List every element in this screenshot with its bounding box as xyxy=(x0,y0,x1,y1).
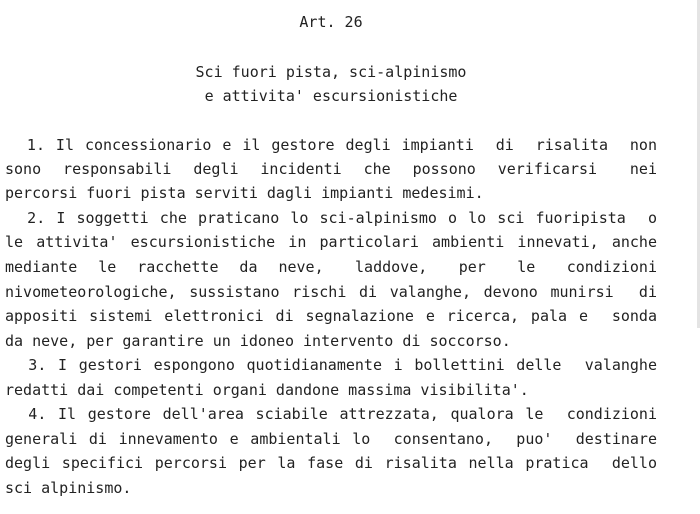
article-number: Art. 26 xyxy=(299,13,363,31)
paragraph-2-line-2: le attivita' escursionistiche in particolari ambienti innevati, anche xyxy=(5,233,657,251)
paragraph-2-line-5: appositi sistemi elettronici di segnalazione e ricerca, pala e sonda xyxy=(5,307,657,325)
paragraph-2-line-4: nivometeorologiche, sussistano rischi di valanghe, devono munirsi di xyxy=(5,283,657,301)
paragraph-1-line-3: percorsi fuori pista serviti dagli impianti medesimi. xyxy=(5,184,484,202)
paragraph-4-line-1: 4. Il gestore dell'area sciabile attrezzata, qualora le condizioni xyxy=(5,405,657,423)
paragraph-2-line-3: mediante le racchette da neve, laddove, per le condizioni xyxy=(5,258,657,276)
paragraph-4-line-4: sci alpinismo. xyxy=(5,479,132,497)
paragraph-1-line-1: 1. Il concessionario e il gestore degli impianti di risalita non xyxy=(5,136,657,154)
article-title-line-1: Sci fuori pista, sci-alpinismo xyxy=(195,63,467,81)
paragraph-3-line-1: 3. I gestori espongono quotidianamente i bollettini delle valanghe xyxy=(5,356,657,374)
paragraph-4-line-2: generali di innevamento e ambientali lo consentano, puo' destinare xyxy=(5,430,657,448)
paragraph-2-line-1: 2. I soggetti che praticano lo sci-alpinismo o lo sci fuoripista o xyxy=(5,209,657,227)
paragraph-3-line-2: redatti dai competenti organi dandone massima visibilita'. xyxy=(5,381,529,399)
paragraph-1-line-2: sono responsabili degli incidenti che possono verificarsi nei xyxy=(5,160,657,178)
paragraph-4-line-3: degli specifici percorsi per la fase di risalita nella pratica dello xyxy=(5,454,657,472)
paragraph-2-line-6: da neve, per garantire un idoneo intervento di soccorso. xyxy=(5,332,511,350)
article-title-line-2: e attivita' escursionistiche xyxy=(204,87,458,105)
